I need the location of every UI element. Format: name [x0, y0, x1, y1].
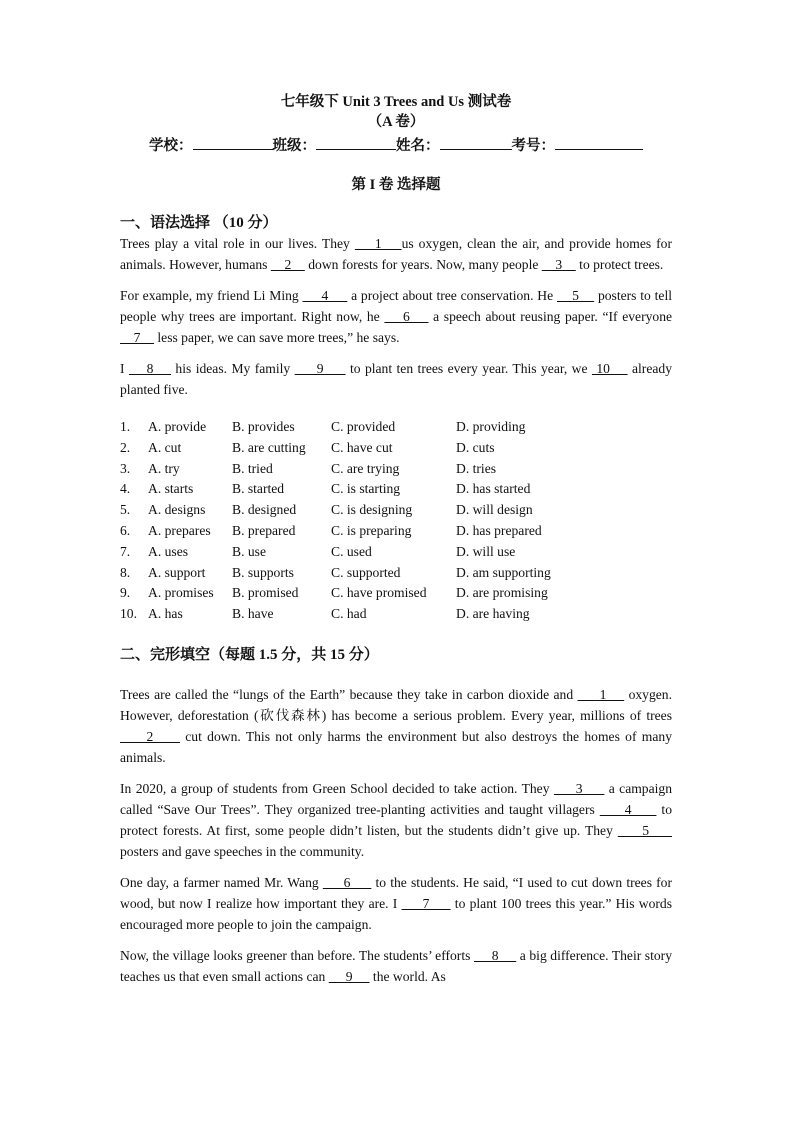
- answer-blank[interactable]: 4: [599, 801, 657, 817]
- part2-heading: 二、完形填空（每题 1.5 分，共 15 分）: [120, 646, 379, 663]
- answer-blank[interactable]: 5: [556, 288, 595, 303]
- answer-blank[interactable]: [578, 687, 596, 702]
- question-row: 5. A. designs B. designed C. is designing D. will design: [120, 502, 533, 518]
- question-row: 2. A. cut B. are cutting C. have cut D. cuts: [120, 439, 495, 455]
- answer-blank[interactable]: 10: [591, 361, 628, 376]
- exam-subtitle: （A 卷）: [367, 114, 425, 130]
- answer-blank[interactable]: 2: [120, 728, 180, 744]
- answer-blank[interactable]: 6: [384, 309, 429, 324]
- answer-blank[interactable]: 7: [401, 895, 451, 911]
- answer-blank[interactable]: 3: [541, 257, 576, 272]
- question-row: 9. A. promises B. promised C. have promised D. are promising: [120, 585, 548, 601]
- answer-blank[interactable]: 2: [270, 257, 305, 272]
- class-blank[interactable]: [316, 135, 396, 150]
- question-row: 3. A. try B. tried C. are trying D. tries: [120, 460, 497, 476]
- part1-paragraph-2: For example, my friend Li Ming 4 a project about tree conservation. He 5 posters to tell people why trees are important. Right now, he 6 a speech about reusing paper. “If everyone 7 less paper, we can save more trees,” he says.: [120, 288, 673, 345]
- answer-blank[interactable]: 7: [120, 330, 154, 345]
- part2-paragraph-4: Now, the village looks greener than before. The students’ efforts 8 a big difference. Their story teaches us that even small actions can 9 the world. As: [120, 947, 672, 984]
- part1-paragraph-1: Trees play a vital role in our lives. They 1 us oxygen, clean the air, and provide homes for animals. However, humans 2 down forests for years. Now, many people 3 to protect trees.: [120, 236, 673, 272]
- answer-blank[interactable]: 1: [354, 236, 402, 251]
- student-info-row: [120, 135, 672, 157]
- question-row: 7. A. uses B. use C. used D. will use: [120, 543, 516, 559]
- part2-paragraph-3: One day, a farmer named Mr. Wang 6 to the students. He said, “I used to cut down trees for wood, but now I realize how important they are. I 7 to plant 100 trees this year.” His words encouraged more people to join the campaign.: [120, 874, 672, 932]
- answer-blank[interactable]: 8: [473, 947, 517, 963]
- name-label: 姓名：: [396, 138, 440, 154]
- part1-heading: 一、语法选择 （10 分）: [120, 215, 278, 231]
- question-row: 6. A. prepares B. prepared C. is preparing D. has prepared: [120, 522, 542, 538]
- school-blank[interactable]: [193, 135, 273, 150]
- question-row: 8. A. support B. supports C. supported D. am supporting: [120, 564, 551, 580]
- answer-blank[interactable]: 4: [302, 288, 348, 303]
- answer-blank[interactable]: 1: [595, 686, 625, 702]
- answer-blank[interactable]: 8: [128, 361, 172, 376]
- question-row: 4. A. starts B. started C. is starting D. has started: [120, 481, 531, 497]
- answer-blank[interactable]: 5: [617, 822, 673, 838]
- question-row: 1. A. provide B. provides C. provided D. providing: [120, 419, 526, 434]
- school-label: 学校：: [149, 138, 193, 154]
- answer-blank[interactable]: 3: [553, 780, 605, 796]
- exam-title: 七年级下 Unit 3 Trees and Us 测试卷: [280, 94, 512, 110]
- class-label: 班级：: [272, 138, 316, 154]
- name-blank[interactable]: [440, 135, 512, 150]
- part2-paragraph-1: Trees are called the “lungs of the Earth” because they take in carbon dioxide and 1 oxygen. However, deforestation (砍伐森林) has become a serious problem. Every year, millions of trees 2 cut down. This not only harms the environment but also destroys the homes of many animals.: [120, 686, 673, 765]
- question-row: 10. A. has B. have C. had D. are having: [120, 606, 530, 622]
- exam-no-blank[interactable]: [555, 135, 643, 150]
- part2-paragraph-2: In 2020, a group of students from Green School decided to take action. They 3 a campaign called “Save Our Trees”. They organized tree-planting activities and taught villagers 4 to protect forests. At first, some people didn’t listen, but the students didn’t give up. They 5 posters and gave speeches in the community.: [120, 780, 673, 859]
- exam-no-label: 考号：: [511, 138, 555, 154]
- volume-title: 第 I 卷 选择题: [351, 177, 441, 193]
- answer-blank[interactable]: 6: [322, 874, 372, 890]
- part1-paragraph-3: I 8 his ideas. My family 9 to plant ten trees every year. This year, we 10 already planted five.: [120, 361, 672, 397]
- part1-question-list: [120, 417, 672, 625]
- answer-blank[interactable]: 9: [328, 968, 370, 984]
- exam-page: [120, 92, 672, 987]
- answer-blank[interactable]: 9: [294, 361, 346, 376]
